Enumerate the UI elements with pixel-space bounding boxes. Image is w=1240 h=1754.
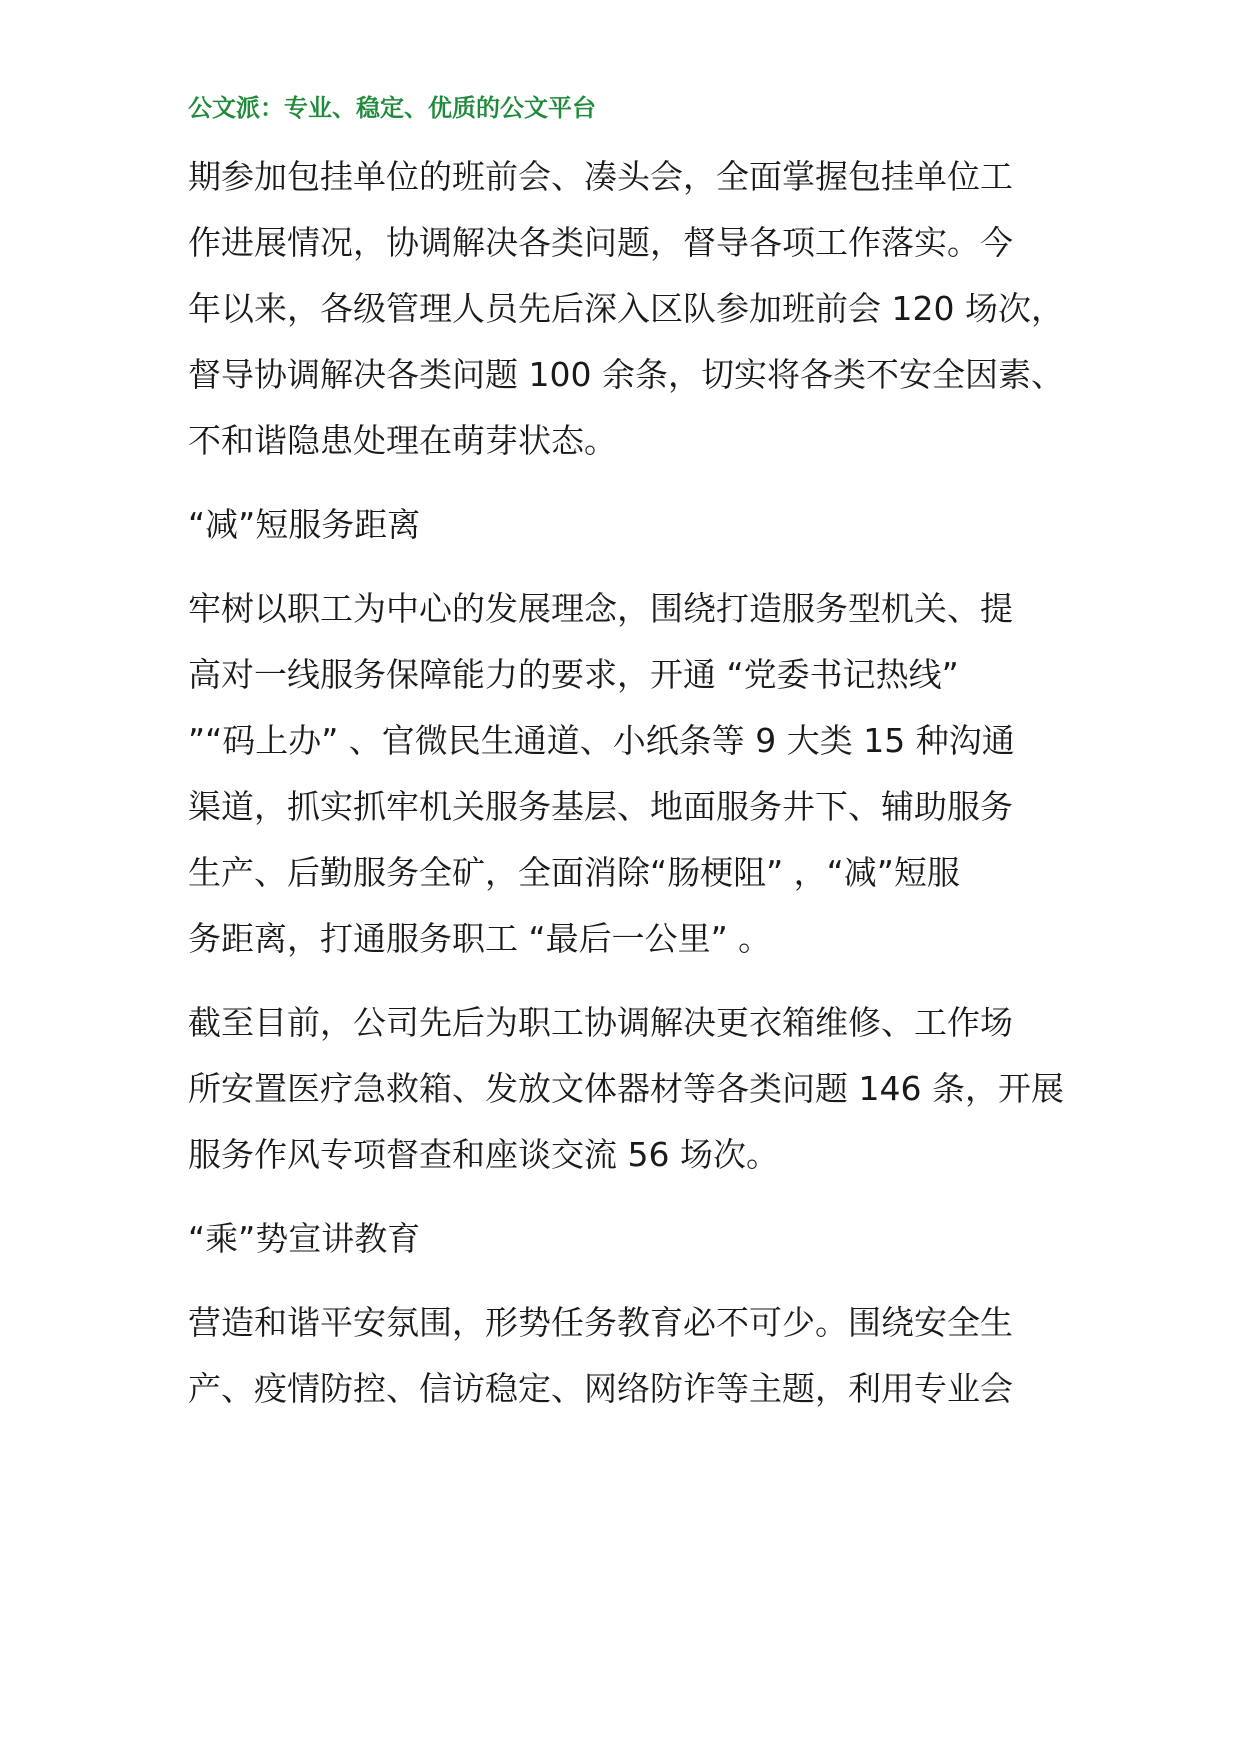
body-line: 生产、后勤服务全矿，全面消除“肠梗阻” ，“减”短服 — [188, 853, 960, 892]
body-line: 服务作风专项督查和座谈交流 56 场次。 — [188, 1135, 779, 1174]
body-line: 年以来，各级管理人员先后深入区队参加班前会 120 场次， — [188, 289, 1064, 328]
body-line: 牢树以职工为中心的发展理念，围绕打造服务型机关、提 — [188, 589, 1013, 628]
body-line: 务距离，打通服务职工 “最后一公里” 。 — [188, 919, 772, 958]
body-line: 不和谐隐患处理在萌芽状态。 — [188, 421, 617, 460]
body-line: 所安置医疗急救箱、发放文体器材等各类问题 146 条，开展 — [188, 1069, 1064, 1108]
body-line: 产、疫情防控、信访稳定、网络防诈等主题，利用专业会 — [188, 1369, 1013, 1408]
body-line: 督导协调解决各类问题 100 余条，切实将各类不安全因素、 — [188, 355, 1064, 394]
section-heading: “乘”势宣讲教育 — [188, 1219, 421, 1258]
body-line: 截至目前，公司先后为职工协调解决更衣箱维修、工作场 — [188, 1003, 1013, 1042]
body-line: 渠道，抓实抓牢机关服务基层、地面服务井下、辅助服务 — [188, 787, 1013, 826]
page-header: 公文派：专业、稳定、优质的公文平台 — [188, 93, 596, 122]
body-line: ”“码上办” 、官微民生通道、小纸条等 9 大类 15 种沟通 — [188, 721, 1015, 760]
body-line: 营造和谐平安氛围，形势任务教育必不可少。围绕安全生 — [188, 1303, 1013, 1342]
body-line: 高对一线服务保障能力的要求，开通 “党委书记热线” — [188, 655, 959, 694]
body-line: 作进展情况，协调解决各类问题，督导各项工作落实。今 — [188, 223, 1013, 262]
section-heading: “减”短服务距离 — [188, 505, 421, 544]
body-line: 期参加包挂单位的班前会、凑头会，全面掌握包挂单位工 — [188, 157, 1013, 196]
